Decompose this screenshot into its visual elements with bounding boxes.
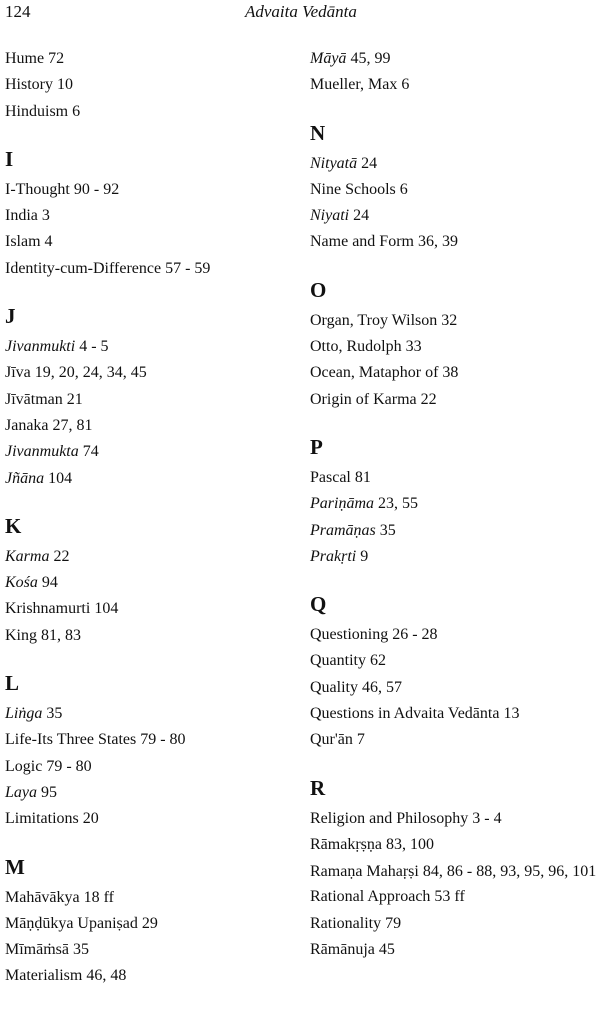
- page-references: 45, 99: [350, 50, 391, 67]
- page-references: 57 - 59: [165, 259, 211, 277]
- index-entry: [5, 46, 295, 72]
- index-term: Mueller, Max: [310, 76, 398, 94]
- index-entry: [5, 387, 295, 413]
- index-term: Jivanmukti: [5, 338, 76, 356]
- index-term: Jīvātman: [5, 390, 63, 408]
- section-letter-m: M: [5, 854, 25, 879]
- index-entry: [5, 99, 295, 125]
- index-term: Organ, Troy Wilson: [310, 311, 438, 329]
- index-term: I-Thought: [5, 180, 70, 198]
- page-references: 27, 81: [52, 416, 93, 434]
- index-entry: [5, 72, 295, 98]
- index-column-right: [310, 46, 598, 963]
- page-references: 6: [399, 180, 408, 198]
- index-entry: [5, 177, 295, 203]
- page-references: 94: [41, 574, 58, 592]
- index-entry: [310, 46, 598, 72]
- index-entry: [5, 570, 295, 596]
- index-entry: [5, 334, 295, 360]
- index-entry: [5, 963, 295, 989]
- index-term: Ramaṇa Mahaṛṣi: [310, 863, 419, 881]
- page-references: 20: [82, 810, 99, 828]
- index-term: Janaka: [5, 416, 49, 434]
- index-term: Questions in Advaita Vedānta: [310, 705, 500, 723]
- page-references: 10: [57, 76, 73, 94]
- page-references: 74: [82, 443, 99, 461]
- index-entry: [310, 229, 598, 255]
- index-entry: [5, 203, 295, 229]
- index-term: Otto, Rudolph: [310, 338, 402, 356]
- page-references: 72: [48, 50, 65, 67]
- index-entry: [5, 806, 295, 832]
- page-references: 62: [370, 652, 386, 670]
- page-references: 13: [503, 705, 520, 723]
- page-number: 124: [5, 2, 31, 21]
- section-letter-p: P: [310, 434, 323, 459]
- index-entry: [310, 911, 598, 937]
- index-entry: [310, 308, 598, 334]
- section-letter-l: L: [5, 671, 20, 696]
- index-entry: [5, 754, 295, 780]
- page-references: 23, 55: [378, 495, 418, 513]
- page-references: 26 - 28: [392, 626, 438, 644]
- index-term: Hume: [5, 50, 45, 67]
- index-entry: [310, 177, 598, 203]
- index-entry: [5, 466, 295, 492]
- index-entry: [310, 151, 598, 177]
- index-entry: [5, 413, 295, 439]
- index-term: Identity-cum-Difference: [5, 259, 162, 277]
- page-references: 83, 100: [385, 835, 434, 853]
- index-entry: [5, 937, 295, 963]
- index-entry: [310, 806, 598, 832]
- page-references: 81, 83: [41, 626, 81, 644]
- index-entry: [310, 622, 598, 648]
- index-term: Jīva: [5, 364, 31, 382]
- index-term: Ocean, Mataphor of: [310, 364, 439, 382]
- index-entry: [5, 780, 295, 806]
- index-term: Jivanmukta: [5, 443, 79, 461]
- index-entry: [310, 203, 598, 229]
- page-references: 9: [360, 547, 369, 565]
- index-entry: [310, 832, 598, 858]
- page-references: 32: [441, 311, 458, 329]
- page-references: 6: [72, 102, 81, 120]
- index-entry: [5, 360, 295, 386]
- page-references: 35: [379, 521, 396, 539]
- index-term: Rāmānuja: [310, 940, 375, 958]
- page-references: 53 ff: [434, 888, 465, 906]
- page-references: 35: [73, 941, 89, 959]
- index-term: History: [5, 76, 53, 94]
- index-term: Quality: [310, 678, 358, 696]
- page-references: 90 - 92: [73, 180, 120, 198]
- index-entry: [310, 701, 598, 727]
- page-references: 104: [94, 600, 119, 618]
- index-term: Nityatā: [310, 154, 358, 172]
- index-term: India: [5, 207, 38, 225]
- index-entry: [310, 727, 598, 753]
- page-references: 79: [385, 914, 402, 932]
- index-term: Origin of Karma: [310, 390, 417, 408]
- index-term: Jñāna: [5, 469, 45, 487]
- page-references: 104: [48, 469, 73, 487]
- index-term: Questioning: [310, 626, 389, 644]
- index-term: Mīmāṁsā: [5, 941, 69, 959]
- index-term: Name and Form: [310, 233, 414, 251]
- section-letter-j: J: [5, 304, 16, 329]
- page-references: 95: [41, 783, 57, 801]
- index-entry: [310, 360, 598, 386]
- page-references: 46, 57: [362, 678, 402, 696]
- index-term: Mahāvākya: [5, 888, 80, 906]
- index-term: Islam: [5, 233, 41, 251]
- index-entry: [5, 623, 295, 649]
- page-references: 6: [401, 76, 410, 94]
- index-term: Rāmakṛṣṇa: [310, 835, 382, 853]
- page-references: 3 - 4: [472, 809, 502, 827]
- page-header: [5, 2, 595, 26]
- index-term: Logic: [5, 757, 43, 775]
- index-entry: [5, 701, 295, 727]
- index-term: Pariṇāma: [310, 495, 374, 513]
- index-entry: [310, 387, 598, 413]
- page-references: 79 - 80: [140, 731, 186, 749]
- section-letter-q: Q: [310, 592, 327, 617]
- index-entry: [310, 648, 598, 674]
- index-term: Krishnamurti: [5, 600, 91, 618]
- index-term: Religion and Philosophy: [310, 809, 469, 827]
- page-references: 33: [405, 338, 422, 356]
- index-term: Kośa: [5, 574, 38, 592]
- index-entry: [310, 334, 598, 360]
- index-term: Pascal: [310, 468, 351, 486]
- index-term: Quantity: [310, 652, 366, 670]
- page-references: 22: [420, 390, 437, 408]
- page-references: 35: [46, 705, 63, 723]
- page-references: 81: [354, 468, 371, 486]
- index-term: Liṅga: [5, 705, 43, 723]
- index-entry: [5, 439, 295, 465]
- index-term: Limitations: [5, 810, 79, 828]
- index-entry: [5, 885, 295, 911]
- page-references: 7: [356, 731, 365, 749]
- page-references: 21: [66, 390, 83, 408]
- index-term: Laya: [5, 783, 37, 801]
- page-references: 79 - 80: [46, 757, 92, 775]
- page-references: 3: [41, 207, 50, 225]
- section-letter-k: K: [5, 513, 22, 538]
- index-term: Niyati: [310, 207, 350, 225]
- index-entry: [310, 937, 598, 963]
- index-term: Nine Schools: [310, 180, 396, 198]
- page-references: 24: [353, 207, 370, 225]
- page-references: 24: [361, 154, 378, 172]
- index-entry: [5, 256, 295, 282]
- index-term: Pramāṇas: [310, 521, 376, 539]
- index-entry: [310, 858, 598, 884]
- page-references: 4 - 5: [79, 338, 109, 356]
- page-references: 19, 20, 24, 34, 45: [34, 364, 147, 382]
- index-column-left: [5, 46, 295, 990]
- index-term: Rational Approach: [310, 888, 431, 906]
- index-term: Hinduism: [5, 102, 69, 120]
- page-references: 36, 39: [417, 233, 458, 251]
- section-letter-n: N: [310, 120, 326, 145]
- index-term: Life-Its Three States: [5, 731, 137, 749]
- index-entry: [5, 229, 295, 255]
- page-references: 4: [44, 233, 53, 251]
- index-entry: [5, 727, 295, 753]
- index-term: Materialism: [5, 967, 83, 985]
- index-term: King: [5, 626, 37, 644]
- index-term: Qur'ān: [310, 731, 353, 749]
- page-references: 22: [53, 547, 70, 565]
- index-entry: [310, 518, 598, 544]
- running-title: Advaita Vedānta: [245, 2, 357, 21]
- section-letter-r: R: [310, 775, 326, 800]
- index-entry: [310, 544, 598, 570]
- index-entry: [5, 911, 295, 937]
- index-entry: [310, 884, 598, 910]
- page-references: 38: [442, 364, 459, 382]
- page-references: 84, 86 - 88, 93, 95, 96, 101: [422, 863, 597, 881]
- index-entry: [5, 544, 295, 570]
- index-term: Karma: [5, 547, 50, 565]
- index-entry: [310, 491, 598, 517]
- section-letter-i: I: [5, 146, 14, 171]
- index-term: Rationality: [310, 914, 382, 932]
- index-entry: [310, 72, 598, 98]
- index-entry: [5, 596, 295, 622]
- page-references: 46, 48: [86, 967, 127, 985]
- page-references: 18 ff: [83, 888, 115, 906]
- index-entry: [310, 465, 598, 491]
- section-letter-o: O: [310, 277, 327, 302]
- index-term: Māyā: [310, 50, 347, 67]
- index-term: Prakṛti: [310, 547, 357, 565]
- page-references: 29: [141, 914, 158, 932]
- index-term: Māṇḍūkya Upaniṣad: [5, 914, 138, 932]
- page-references: 45: [378, 940, 395, 958]
- index-entry: [310, 675, 598, 701]
